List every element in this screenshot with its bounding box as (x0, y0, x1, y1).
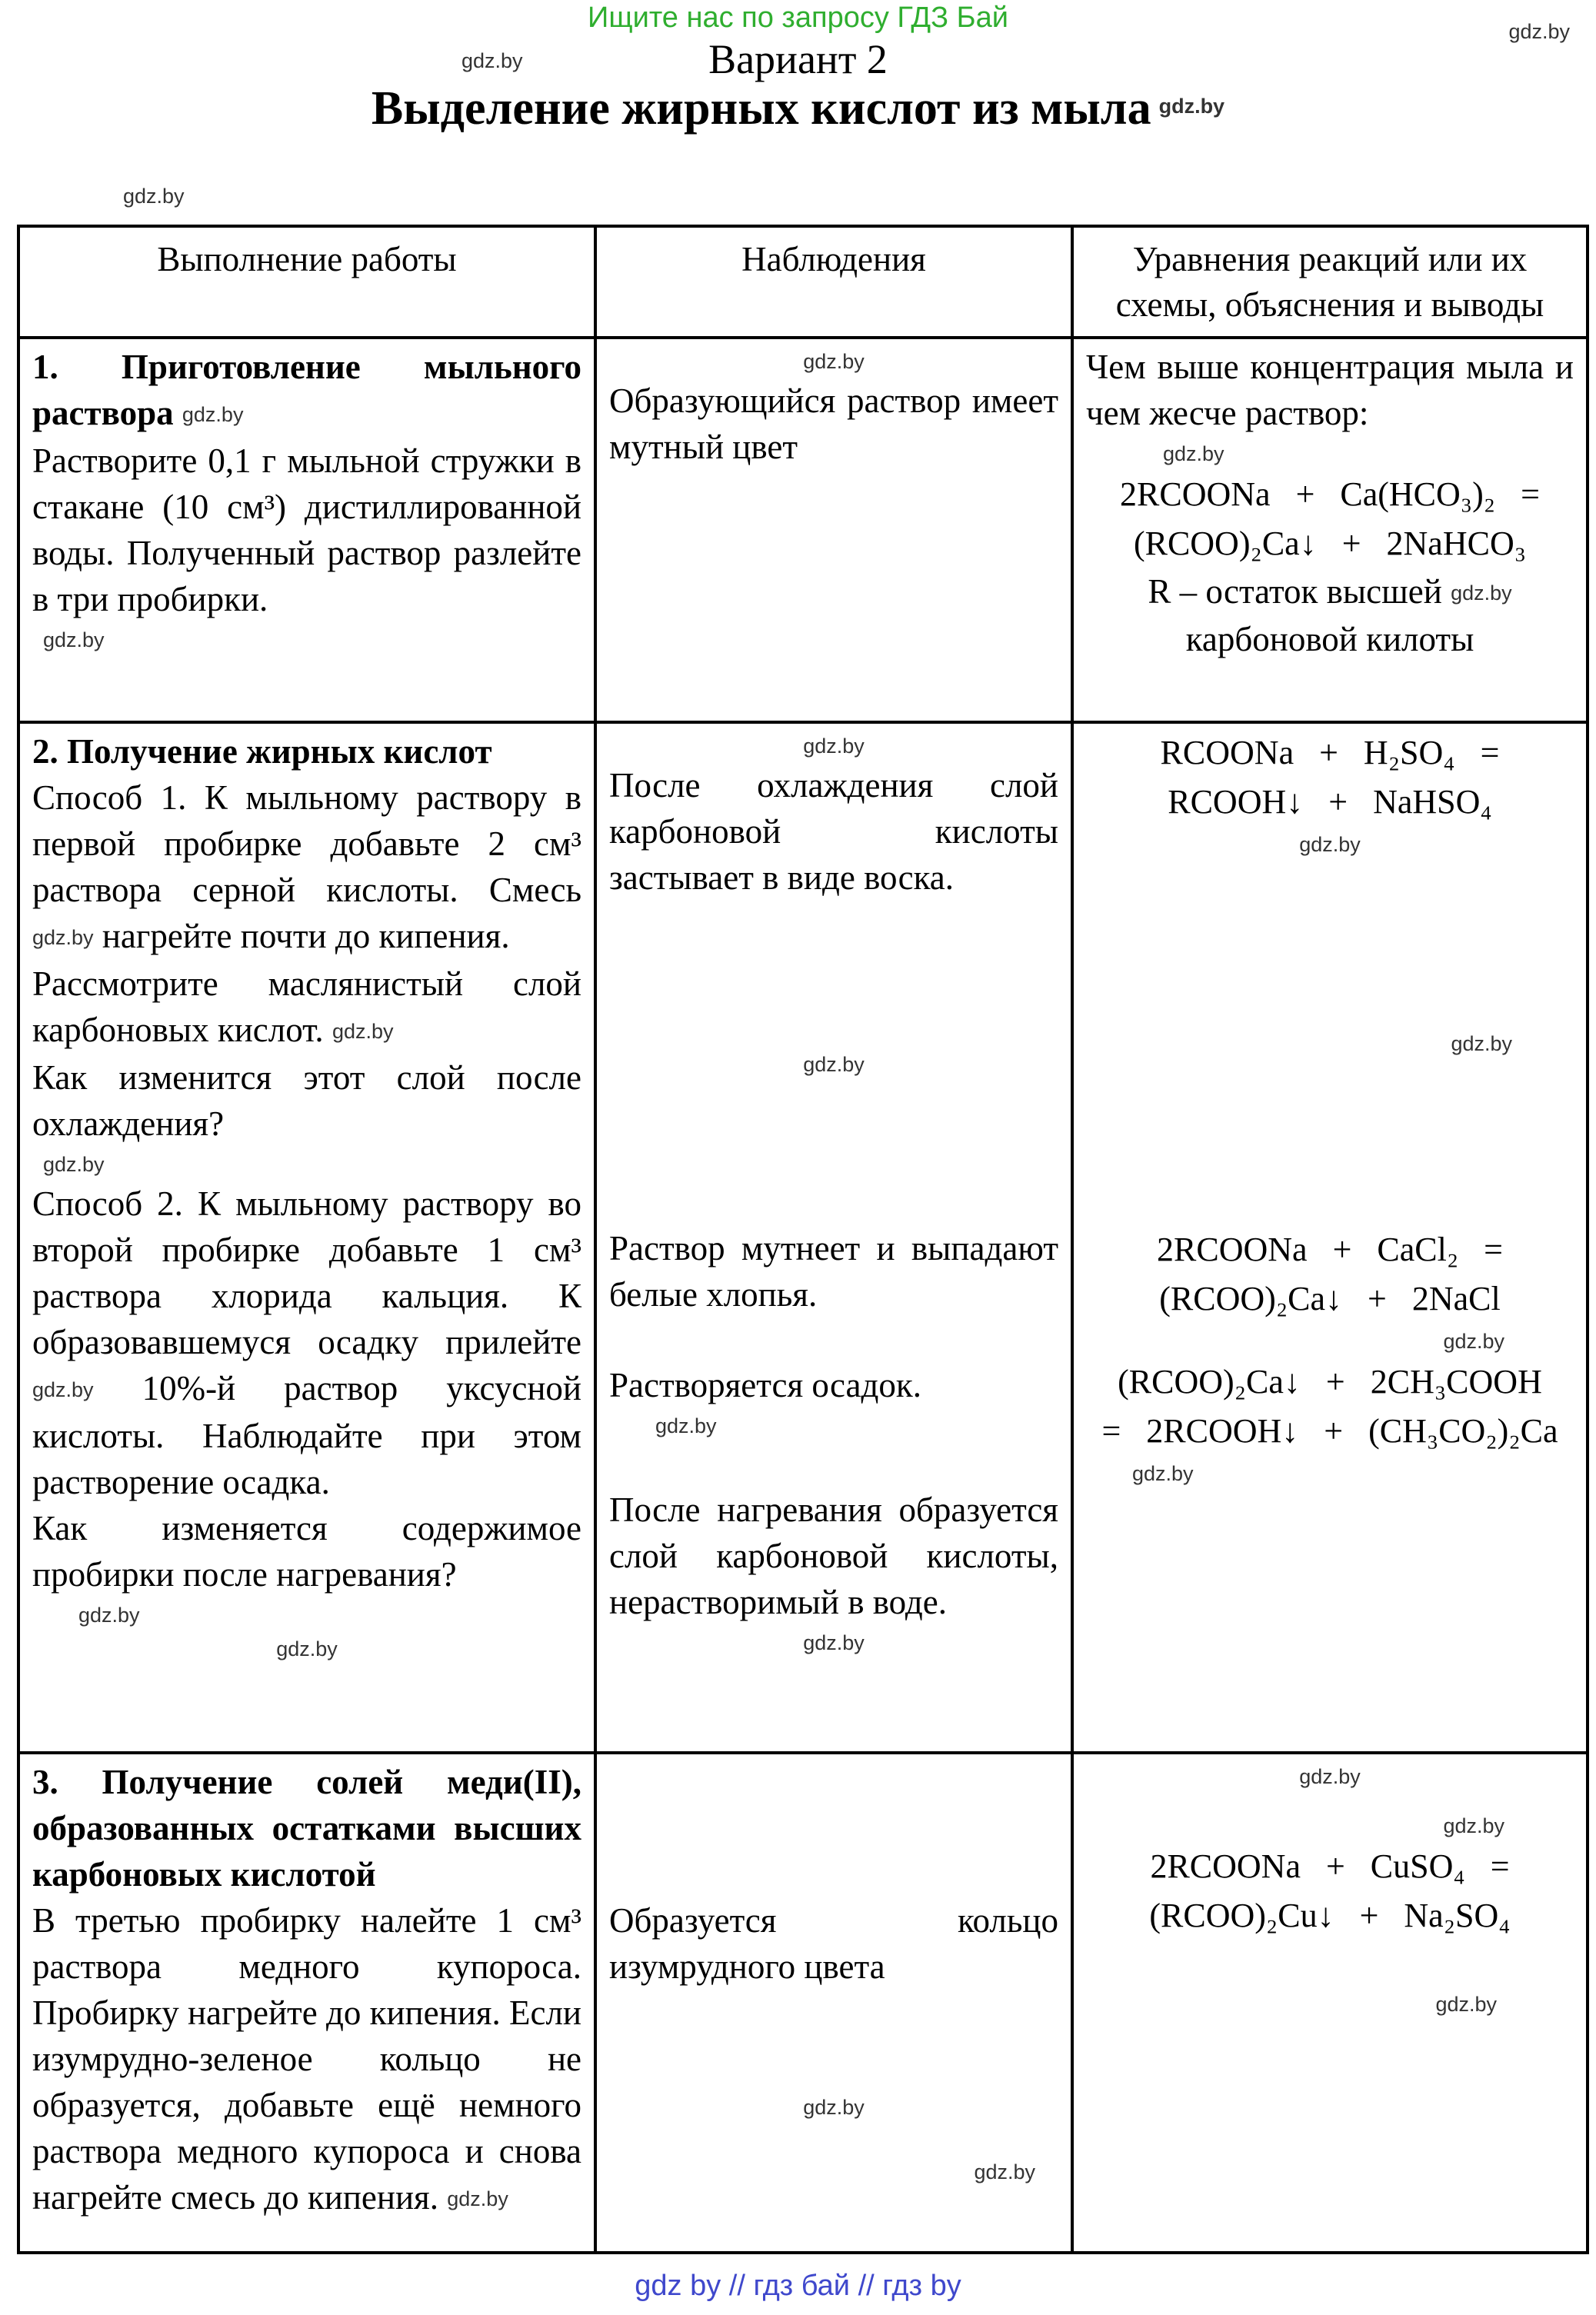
page-title (0, 82, 1596, 136)
watermark (1086, 1808, 1574, 1842)
paragraph: Растворите 0,1 г мыльной стружки в стакане (10 см³) дистиллированной воды. Полученный раствор разлейте в три пробирки. (32, 441, 581, 618)
watermark (32, 1631, 581, 1665)
note-text: карбоновой килоты (1185, 619, 1474, 658)
lab-report-table (17, 225, 1589, 2254)
watermark: gdz.by (1443, 1329, 1504, 1353)
paragraph: Как изменится этот слой после охлаждения? (32, 1058, 581, 1143)
paragraph: Образуется кольцо изумрудного цвета (609, 1901, 1058, 1986)
watermark: gdz.by (1508, 20, 1570, 43)
watermark (609, 344, 1058, 378)
cell-equations-step1 (1072, 338, 1588, 722)
watermark (1086, 1026, 1574, 1060)
watermark: gdz.by (803, 1052, 865, 1076)
table-header-row (18, 226, 1588, 338)
chemical-equation: (RCOO)₂Ca↓ + 2CH₃COOH = 2RCOOH↓ + (CH₃CO₂)₂Ca (1101, 1362, 1558, 1450)
paragraph: Чем выше концентрация мыла и чем жесче раствор: (1086, 348, 1574, 432)
watermark (32, 622, 581, 656)
watermark: gdz.by (32, 925, 94, 949)
paragraph: Растворяется осадок. (609, 1365, 922, 1404)
paragraph: После нагревания образуется слой карбоновой кислоты, нерастворимый в воде. (609, 1490, 1058, 1621)
watermark: gdz.by (447, 2187, 508, 2210)
cell-equations-step3 (1072, 1753, 1588, 2253)
col-header-work: Выполнение работы (18, 226, 595, 338)
watermark: gdz.by (803, 349, 865, 373)
paragraph: Как изменяется содержимое пробирки после нагревания? (32, 1508, 581, 1594)
watermark (609, 1047, 1058, 1081)
variant-title: Вариант 2 (708, 36, 888, 82)
col-header-equations: Уравнения реакций или их схемы, объяснения и выводы (1072, 226, 1588, 338)
paragraph: После охлаждения слой карбоновой кислоты застывает в виде воска. (609, 765, 1058, 897)
spacer (1086, 1793, 1574, 1808)
paragraph: Образующийся раствор имеет мутный цвет (609, 381, 1058, 466)
watermark: gdz.by (1451, 581, 1512, 605)
table-row (18, 722, 1588, 1753)
cell-equations-step2 (1072, 722, 1588, 1753)
spacer (1086, 1060, 1574, 1225)
watermark: gdz.by (182, 402, 244, 426)
variant-line (0, 35, 1596, 83)
step-heading: 3. Получение солей меди(II), образованных остатками высших карбоновых кислотой (32, 1763, 581, 1894)
watermark (609, 2090, 1058, 2123)
watermark: gdz.by (123, 185, 185, 208)
chemical-equation: RCOONa + H₂SO₄ = RCOOH↓ + NaHSO₄ (1160, 734, 1500, 821)
cell-work-step3 (18, 1753, 595, 2253)
watermark: gdz.by (803, 2095, 865, 2119)
paragraph: Способ 1. К мыльному раствору в первой пробирке добавьте 2 см³ раствора серной кислоты. Смесь gdz.by нагрейте почти до кипения. (32, 778, 581, 955)
watermark (609, 1408, 1058, 1442)
spacer (609, 1081, 1058, 1225)
chemical-equation: 2RCOONa + CuSO₄ = (RCOO)₂Cu↓ + Na₂SO₄ (1149, 1847, 1511, 1934)
watermark (32, 1597, 581, 1631)
watermark (1086, 1324, 1574, 1357)
watermark: gdz.by (32, 1377, 94, 1401)
table-row (18, 338, 1588, 722)
cell-observations-step1 (595, 338, 1072, 722)
cell-observations-step3 (595, 1753, 1072, 2253)
cell-work-step2 (18, 722, 595, 1753)
promo-banner: Ищите нас по запросу ГДЗ Бай (588, 2, 1008, 34)
footer-links: gdz by // гдз бай // гдз by (635, 2270, 961, 2302)
watermark: gdz.by (1451, 1031, 1512, 1055)
watermark: gdz.by (1435, 1992, 1497, 2016)
spacer (609, 1317, 1058, 1362)
watermark: gdz.by (1299, 1764, 1361, 1788)
watermark: gdz.by (43, 1152, 105, 1176)
watermark (609, 2154, 1058, 2188)
watermark: gdz.by (332, 1019, 394, 1043)
table-row (18, 1753, 1588, 2253)
watermark: gdz.by (974, 2160, 1035, 2183)
step-heading: 1. Приготовление мыльного раствора gdz.by (32, 348, 581, 432)
watermark: gdz.by (461, 49, 523, 72)
step-heading: 2. Получение жирных кислот (32, 732, 492, 771)
spacer (609, 1442, 1058, 1487)
watermark: gdz.by (803, 1630, 865, 1654)
spacer (609, 1759, 1058, 1897)
watermark: gdz.by (78, 1603, 140, 1627)
paragraph: Рассмотрите маслянистый слой карбоновых кислот. gdz.by (32, 964, 581, 1049)
watermark (1086, 1456, 1574, 1490)
watermark (609, 1625, 1058, 1659)
spacer (1086, 861, 1574, 1026)
paragraph: Способ 2. К мыльному раствору во второй пробирке добавьте 1 см³ раствора хлорида кальция. К образовавшемуся осадку прилейте gdz.by 10%-й раствор уксусной кислоты. Наблюдайте при этом растворение осадка. (32, 1184, 581, 1501)
page-title-text: Выделение жирных кислот из мыла (371, 82, 1151, 135)
watermark: gdz.by (1163, 441, 1224, 465)
spacer (609, 1990, 1058, 2090)
paragraph: В третью пробирку налейте 1 см³ раствора медного купороса. Пробирку нагрейте до кипения. Если изумрудно-зеленое кольцо не образуется, добавьте ещё немного раствора медного купороса и снова нагрейте смесь до кипения. gdz.by (32, 1901, 581, 2217)
watermark: gdz.by (276, 1637, 338, 1660)
spacer (609, 2123, 1058, 2154)
paragraph: Раствор мутнеет и выпадают белые хлопья. (609, 1228, 1058, 1314)
watermark: gdz.by (803, 734, 865, 758)
watermark (1086, 1987, 1574, 2020)
watermark: gdz.by (1443, 1814, 1504, 1837)
watermark: gdz.by (655, 1414, 717, 1437)
watermark: gdz.by (43, 628, 105, 651)
watermark: gdz.by (1158, 95, 1225, 118)
watermark (609, 728, 1058, 762)
watermark (32, 1147, 581, 1181)
watermark (1086, 827, 1574, 861)
note-text: R – остаток высшей gdz.by (1148, 571, 1512, 611)
chemical-equation: 2RCOONa + Ca(HCO₃)₂ = (RCOO)₂Ca↓ + 2NaHCO₃ (1120, 475, 1540, 562)
spacer (1086, 1940, 1574, 1987)
chemical-equation: 2RCOONa + CaCl₂ = (RCOO)₂Ca↓ + 2NaCl (1157, 1230, 1503, 1317)
watermark: gdz.by (1132, 1461, 1194, 1485)
col-header-observations: Наблюдения (595, 226, 1072, 338)
watermark: gdz.by (1299, 832, 1361, 856)
cell-observations-step2 (595, 722, 1072, 1753)
spacer (609, 901, 1058, 1047)
cell-work-step1 (18, 338, 595, 722)
watermark (1086, 1759, 1574, 1793)
watermark (1086, 436, 1574, 470)
